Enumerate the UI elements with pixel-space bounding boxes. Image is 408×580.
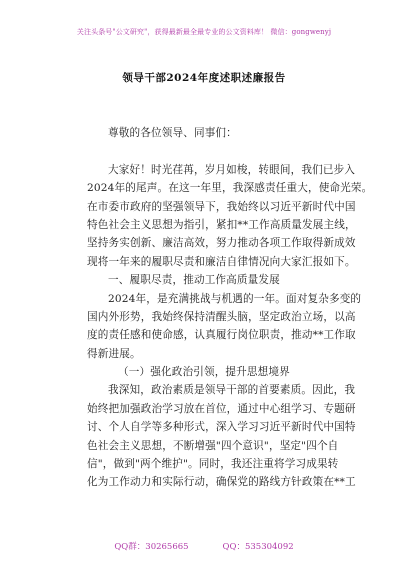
body-text-line: 我深知，政治素质是领导干部的首要素质。因此，我 <box>108 384 356 397</box>
body-text-line: 始终把加强政治学习放在首位，通过中心组学习、专题研 <box>87 402 356 415</box>
body-text-line: 信"，做到"两个维护"。同时，我还注重将学习成果转 <box>87 458 339 471</box>
body-text-line: 一、履职尽责，推动工作高质量发展 <box>108 274 280 287</box>
body-text-line: 讨、个人自学等多种形式，深入学习习近平新时代中国特 <box>87 421 356 434</box>
body-text-line: 得新进展。 <box>87 347 141 360</box>
footer-qq-number: QQ：535304092 <box>222 542 294 552</box>
body-text-line: 现将一年来的履职尽责和廉洁自律情况向大家汇报如下。 <box>87 255 356 268</box>
footer-contact <box>0 540 408 552</box>
footer-qq-group: QQ群：30265665 <box>114 542 189 552</box>
document-title: 领导干部2024年度述职述廉报告 <box>122 72 286 84</box>
body-text-line: 2024年的尾声。在这一年里，我深感责任重大，使命光荣。 <box>87 182 373 195</box>
body-text-line: 化为工作动力和实际行动，确保党的路线方针政策在**工 <box>87 476 356 489</box>
body-text-line: 在市委市政府的坚强领导下，我始终以习近平新时代中国 <box>87 200 356 213</box>
body-text-line: 坚持务实创新、廉洁高效，努力推动各项工作取得新成效 <box>87 237 356 250</box>
body-text-line: 尊敬的各位领导、同事们： <box>108 127 237 139</box>
body-text-line: 特色社会主义思想为指引，紧扣**工作高质量发展主线， <box>87 218 356 231</box>
body-text-line: 大家好！时光荏苒，岁月如梭，转眼间，我们已步入 <box>108 163 356 176</box>
body-text-line: 度的责任感和使命感，认真履行岗位职责，推动**工作取 <box>87 329 356 342</box>
body-text-line: （一）强化政治引领，提升思想境界 <box>118 366 290 379</box>
body-text-line: 国内外形势，我始终保持清醒头脑，坚定政治立场，以高 <box>87 310 356 323</box>
body-text-line: 2024年，是充满挑战与机遇的一年。面对复杂多变的 <box>108 292 362 305</box>
blank-line <box>87 142 343 160</box>
header-promo-note: 关注头条号"公文研究"，获得最新最全最专业的公文资料库！ 微信：gongwenyj <box>76 28 332 36</box>
document-body <box>87 124 373 492</box>
body-text-line: 色社会主义思想，不断增强"四个意识"，坚定"四个自 <box>87 439 339 452</box>
